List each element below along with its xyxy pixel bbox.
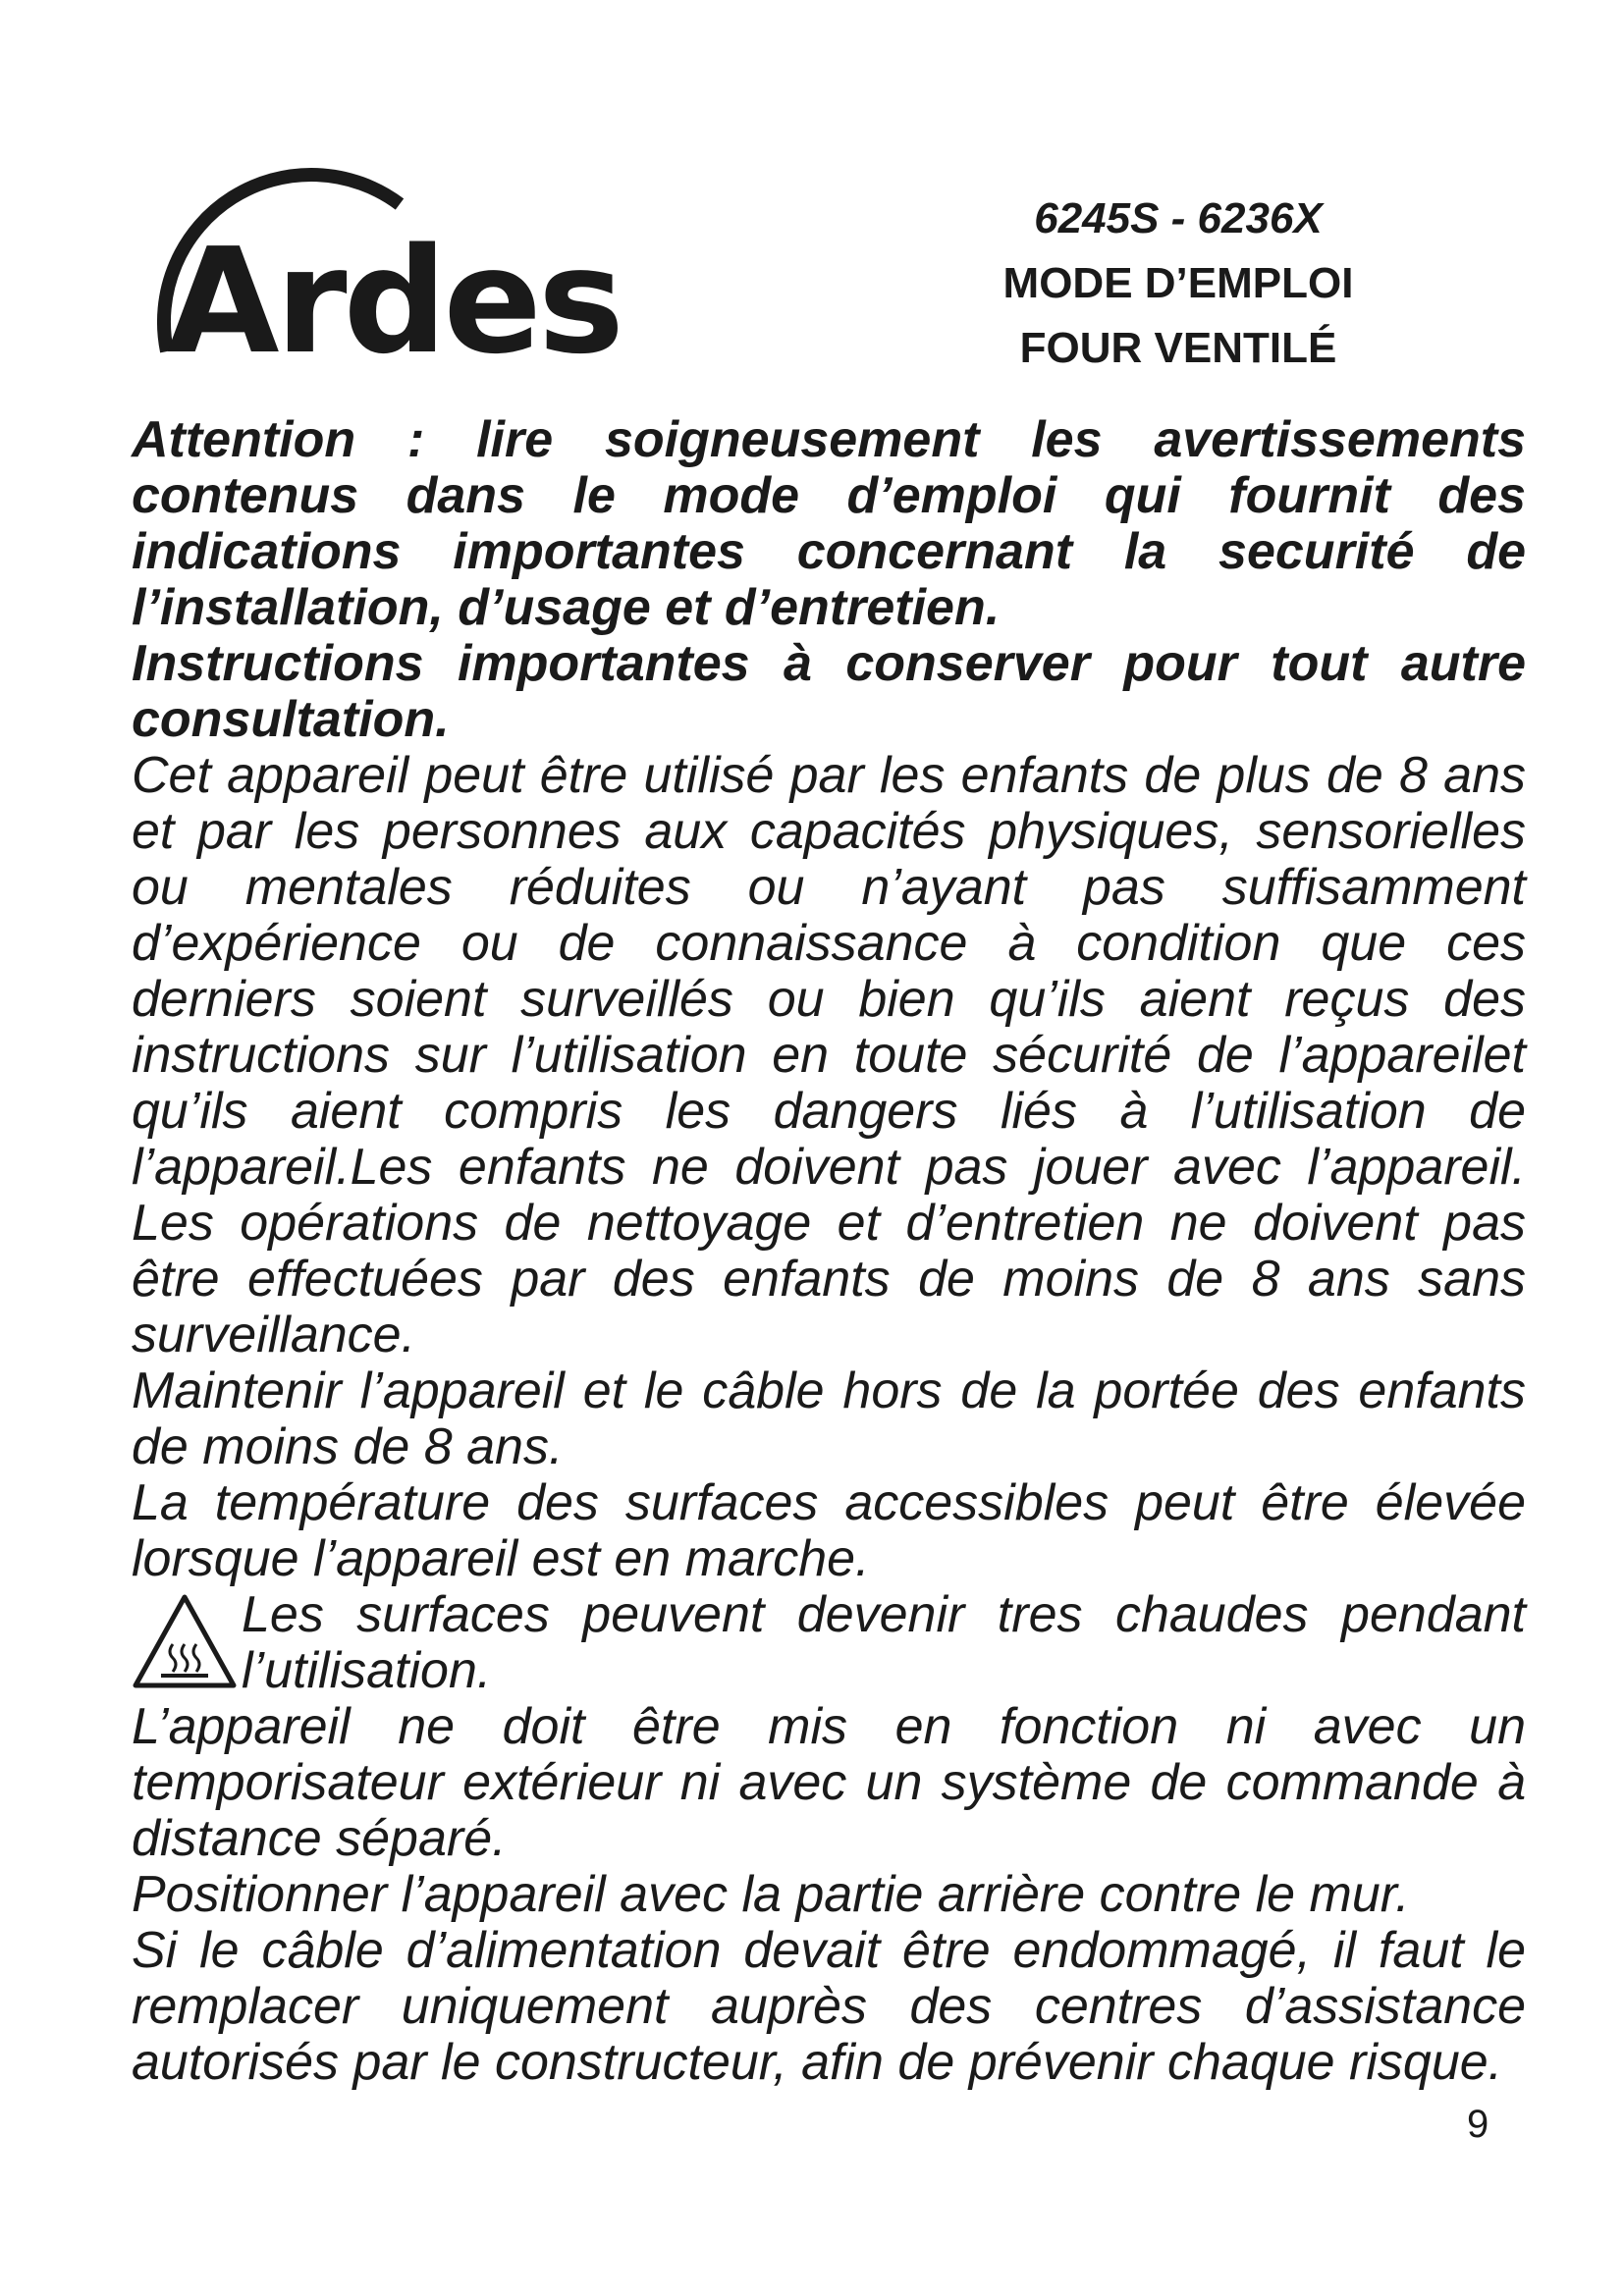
safety-warning-intro: Attention : lire soigneusement les avertissements contenus dans le mode d’emploi qui fournit des indications importantes concernant la securité de l’installation, d’usage et d’entretien. xyxy=(132,411,1526,636)
brand-logo xyxy=(130,165,640,391)
hot-surface-warning-icon xyxy=(132,1593,238,1691)
paragraph-surface-temperature: La température des surfaces accessibles peut être élevée lorsque l’appareil est en marche. xyxy=(132,1474,1526,1587)
brand-name: Ardes xyxy=(167,217,621,386)
safety-warning-keep: Instructions importantes à conserver pour tout autre consultation. xyxy=(132,635,1526,748)
hot-surface-warning xyxy=(132,1587,1526,1699)
paragraph-children-usage: Cet appareil peut être utilisé par les enfants de plus de 8 ans et par les personnes aux capacités physiques, sensorielles ou mentales réduites ou n’ayant pas suffisamment d’expérience ou de connaissance à condition que ces derniers soient surveillés ou bien qu’ils aient reçus des instructions sur l’utilisation en toute sécurité de l’appareilet qu’ils aient compris les dangers liés à l’utilisation de l’appareil.Les enfants ne doivent pas jouer avec l’appareil. Les opérations de nettoyage et d’entretien ne doivent pas être effectuées par des enfants de moins de 8 ans sans surveillance. xyxy=(132,747,1526,1363)
paragraph-timer: L’appareil ne doit être mis en fonction ni avec un temporisateur extérieur ni avec un système de commande à distance séparé. xyxy=(132,1698,1526,1867)
document-header xyxy=(923,187,1434,381)
paragraph-position: Positionner l’appareil avec la partie arrière contre le mur. xyxy=(132,1866,1410,1923)
product-title: FOUR VENTILÉ xyxy=(1019,324,1337,372)
instructions-body xyxy=(132,412,1526,2091)
manual-title: MODE D’EMPLOI xyxy=(1002,259,1354,307)
hot-surface-text: Les surfaces peuvent devenir tres chaudes pendant l’utilisation. xyxy=(242,1586,1526,1699)
page-number: 9 xyxy=(1467,2103,1489,2146)
paragraph-cable-reach: Maintenir l’appareil et le câble hors de la portée des enfants de moins de 8 ans. xyxy=(132,1362,1526,1475)
model-numbers: 6245S - 6236X xyxy=(1034,194,1323,242)
paragraph-cable-damage: Si le câble d’alimentation devait être endommagé, il faut le remplacer uniquement auprès des centres d’assistance autorisés par le constructeur, afin de prévenir chaque risque. xyxy=(132,1922,1526,2091)
